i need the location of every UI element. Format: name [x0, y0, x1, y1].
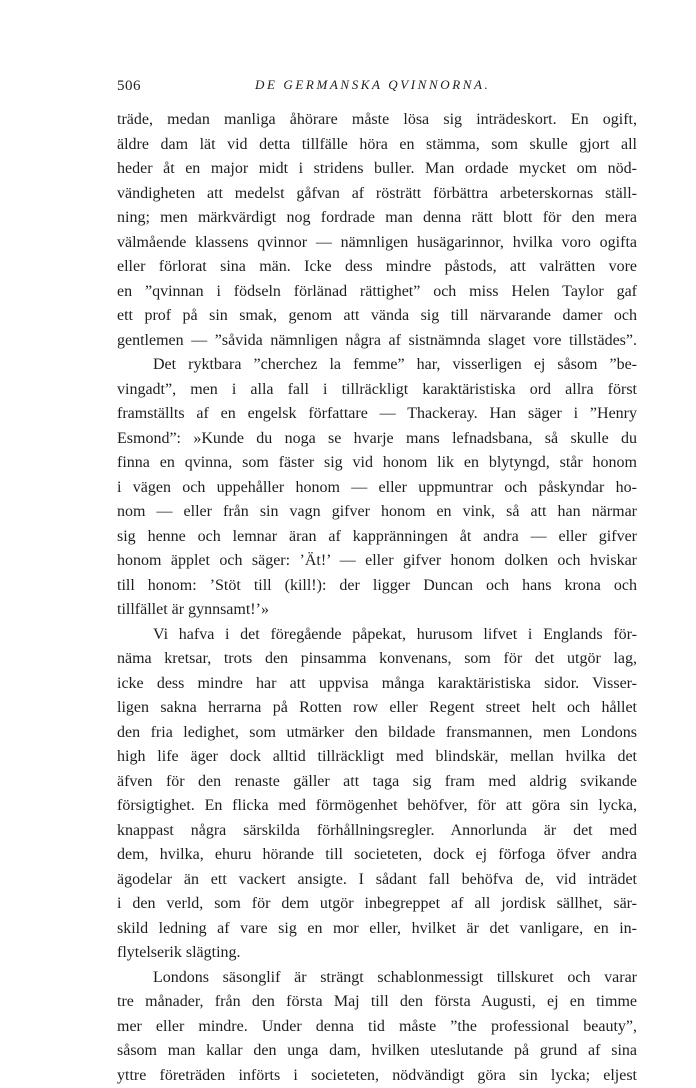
- body-text: [117, 108, 637, 1088]
- text-line: såsom man kallar den unga dam, hvilken uteslutande på grund af sina: [117, 1039, 637, 1064]
- paragraph-end-line: flytelserik slägting.: [117, 941, 637, 966]
- text-line: finna en qvinna, som fäster sig vid honom lik en blytyngd, står honom: [117, 451, 637, 476]
- text-line: till honom: ’Stöt till (kill!): der ligger Duncan och hans krona och: [117, 574, 637, 599]
- text-line: i den verld, som för dem utgör inbegreppet af all jordisk sällhet, sär-: [117, 892, 637, 917]
- text-line: icke dess mindre har att uppvisa många karaktäristiska sidor. Visser-: [117, 672, 637, 697]
- text-line: mer eller mindre. Under denna tid måste ”the professional beauty”,: [117, 1015, 637, 1040]
- text-line: gentlemen — ”såvida nämnligen några af sistnämnda slaget vore tillstädes”.: [117, 329, 637, 354]
- paragraph-start-line: Det ryktbara ”cherchez la femme” har, visserligen ej såsom ”be-: [117, 353, 637, 378]
- paragraph-end-line: tillfället är gynnsamt!’»: [117, 598, 637, 623]
- text-line: nom — eller från sin vagn gifver honom en vink, så att han närmar: [117, 500, 637, 525]
- text-line: vändigheten att medelst gåfvan af rösträtt förbättra arbeterskornas ställ-: [117, 182, 637, 207]
- text-line: näma kretsar, trots den pinsamma konvenans, som för det utgör lag,: [117, 647, 637, 672]
- text-line: välmående klassens qvinnor — nämnligen husägarinnor, hvilka voro ogifta: [117, 231, 637, 256]
- text-line: honom äpplet och säger: ’Ät!’ — eller gifver honom dolken och hviskar: [117, 549, 637, 574]
- paragraph-start-line: Vi hafva i det föregående påpekat, hurusom lifvet i Englands för-: [117, 623, 637, 648]
- text-line: ägodelar än ett vackert ansigte. I sådant fall behöfva de, vid inträdet: [117, 868, 637, 893]
- text-line: träde, medan manliga åhörare måste lösa sig inträdeskort. En ogift,: [117, 108, 637, 133]
- text-line: i vägen och uppehåller honom — eller uppmuntrar och påskyndar ho-: [117, 476, 637, 501]
- text-line: ning; men märkvärdigt nog fordrade man denna rätt blott för den mera: [117, 206, 637, 231]
- text-line: äldre dam lät vid detta tillfälle höra en stämma, som skulle gjort all: [117, 133, 637, 158]
- text-line: ligen sakna herrarna på Rotten row eller Regent street helt och hållet: [117, 696, 637, 721]
- text-line: yttre företräden införts i societeten, nödvändigt göra sin lycka; eljest: [117, 1064, 637, 1088]
- text-line: tre månader, från den första Maj till den första Augusti, ej en timme: [117, 990, 637, 1015]
- page-header: [117, 76, 637, 98]
- text-line: ett prof på sin smak, genom att vända sig till närvarande damer och: [117, 304, 637, 329]
- text-line: high life äger dock alltid tillräckligt med blindskär, mellan hvilka det: [117, 745, 637, 770]
- text-line: sig henne och lemnar äran af kappränningen åt andra — eller gifver: [117, 525, 637, 550]
- text-line: vingadt”, men i alla fall i tillräckligt karaktäristiska ord allra först: [117, 378, 637, 403]
- text-line: den fria ledighet, som utmärker den bildade fransmannen, men Londons: [117, 721, 637, 746]
- text-line: försigtighet. En flicka med förmögenhet behöfver, för att göra sin lycka,: [117, 794, 637, 819]
- text-line: äfven för den renaste gäller att taga sig fram med aldrig svikande: [117, 770, 637, 795]
- running-title: DE GERMANSKA QVINNORNA.: [255, 77, 490, 93]
- text-line: Esmond”: »Kunde du noga se hvarje mans lefnadsbana, så skulle du: [117, 427, 637, 452]
- text-line: framställts af en engelsk författare — Thackeray. Han säger i ”Henry: [117, 402, 637, 427]
- text-line: eller förlorat sina män. Icke dess mindre påstods, att valrätten vore: [117, 255, 637, 280]
- text-line: skild ledning af vare sig en mor eller, hvilket är det vanligare, en in-: [117, 917, 637, 942]
- text-line: knappast några särskilda förhållningsregler. Annorlunda är det med: [117, 819, 637, 844]
- paragraph-start-line: Londons säsonglif är strängt schablonmessigt tillskuret och varar: [117, 966, 637, 991]
- text-line: heder åt en major midt i stridens buller. Man ordade mycket om nöd-: [117, 157, 637, 182]
- page-number: 506: [117, 78, 141, 95]
- text-line: dem, hvilka, ehuru hörande till societeten, dock ej förfoga öfver andra: [117, 843, 637, 868]
- text-line: en ”qvinnan i födseln förlänad rättighet” och miss Helen Taylor gaf: [117, 280, 637, 305]
